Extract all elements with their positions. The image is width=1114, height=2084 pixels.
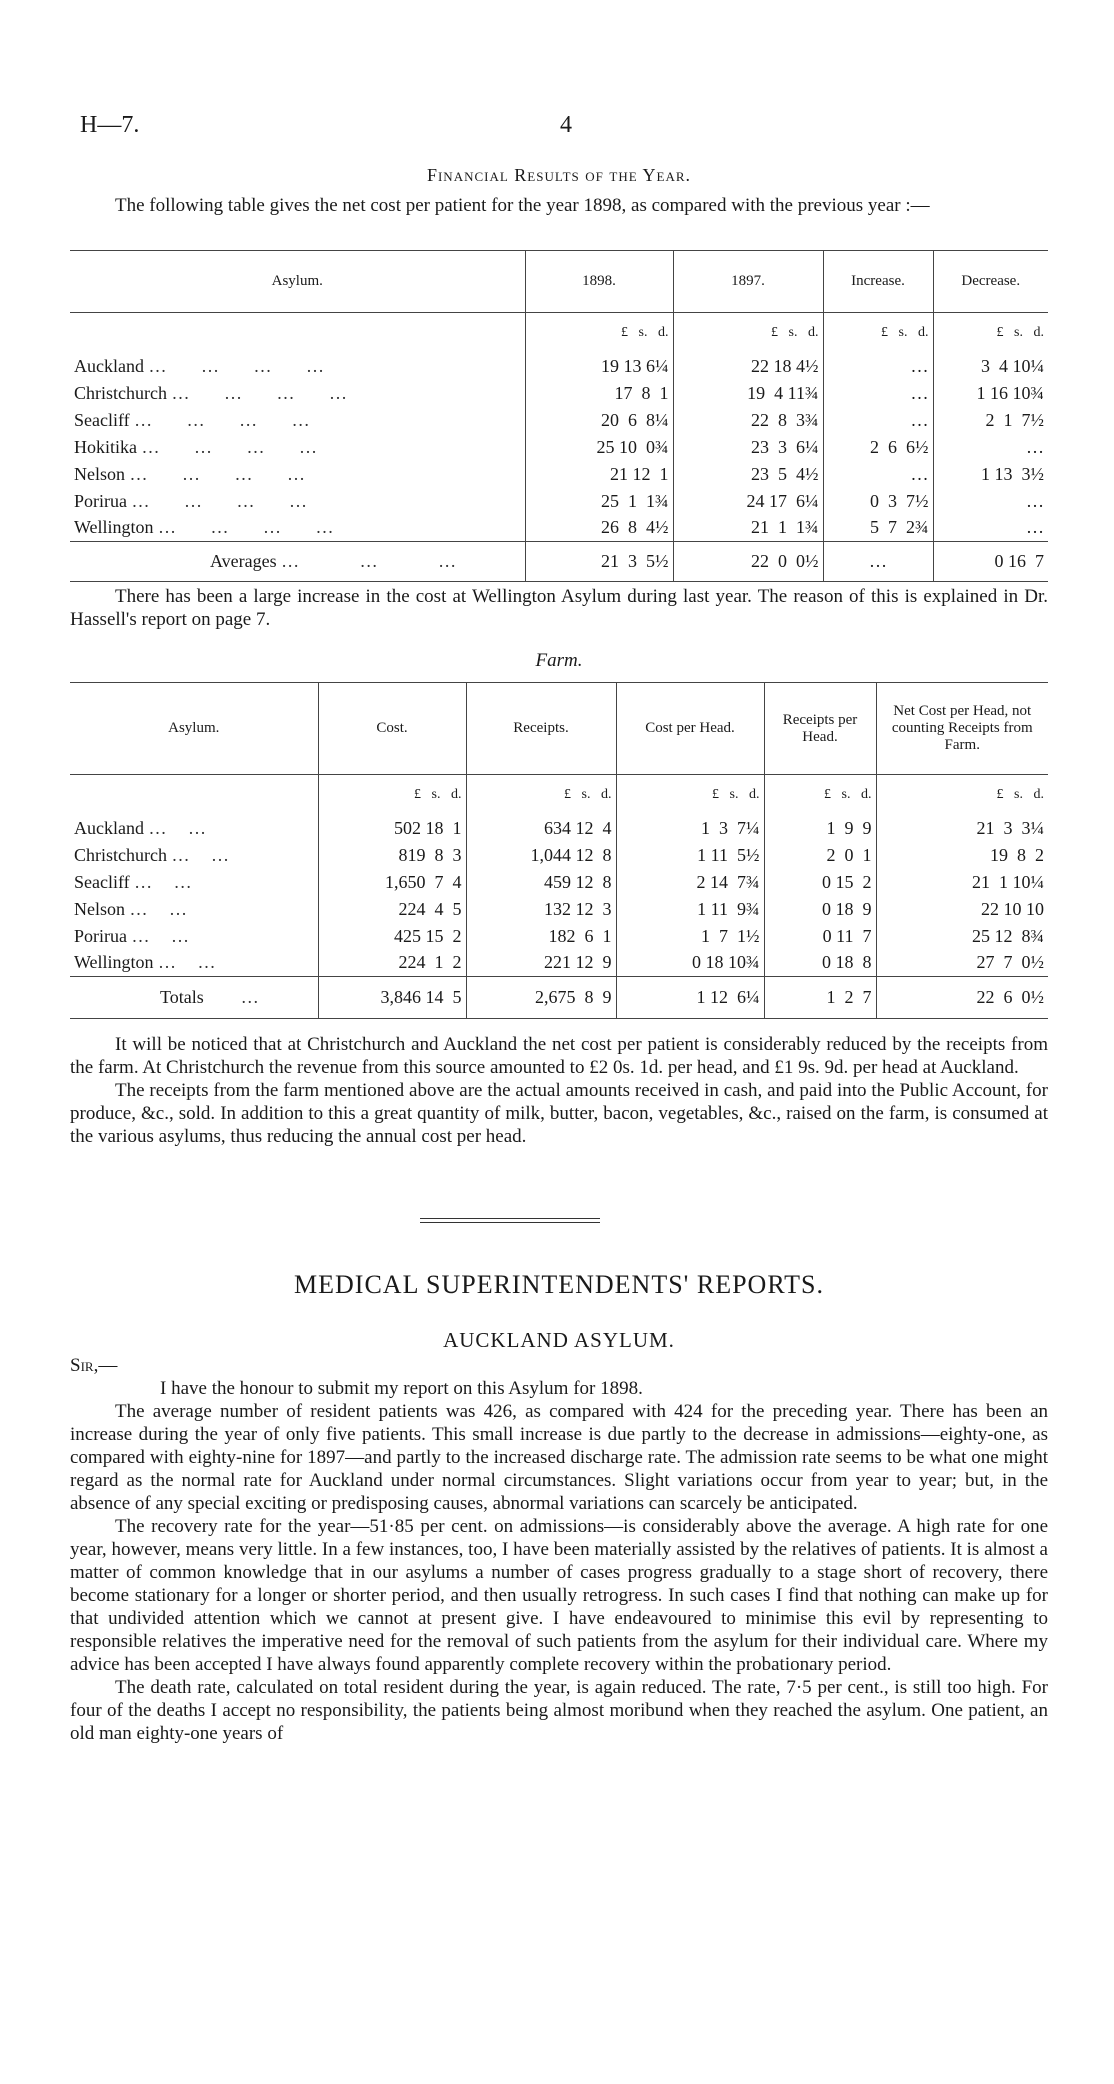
averages-row: Averages … … … 21 3 5½ 22 0 0½ … 0 16 7 — [70, 542, 1048, 582]
col-cost: Cost. — [318, 683, 466, 775]
asylum-name: Hokitika — [74, 436, 137, 457]
value-net-cost: 21 1 10¼ — [876, 869, 1048, 896]
value-receipts: 1,044 12 8 — [466, 842, 616, 869]
salutation: Sir,— — [70, 1355, 118, 1376]
value-1898: 25 10 0¾ — [525, 434, 673, 461]
value-receipts-per-head: 1 9 9 — [764, 815, 876, 842]
document-ref: H—7. — [80, 112, 140, 138]
col-decrease: Decrease. — [933, 251, 1048, 313]
averages-label: Averages — [210, 551, 277, 571]
asylum-name: Wellington — [74, 517, 154, 538]
total-net-cost: 22 6 0½ — [876, 977, 1048, 1019]
report-body — [70, 1377, 1048, 1745]
unit-label: £ s. d. — [466, 775, 616, 815]
report-paragraph: I have the honour to submit my report on this Asylum for 1898. — [160, 1378, 643, 1399]
value-1897: 23 5 4½ — [673, 461, 823, 488]
avg-decrease: 0 16 7 — [933, 542, 1048, 582]
value-1898: 26 8 4½ — [525, 515, 673, 542]
table-row: Hokitika … … … … 25 10 0¾ 23 3 6¼ 2 6 6½ … — [70, 434, 1048, 461]
value-receipts: 634 12 4 — [466, 815, 616, 842]
table-row: Porirua … … 425 15 2 182 6 1 1 7 1½ 0 11 7 25 12 8¾ — [70, 923, 1048, 950]
asylum-name: Nelson — [74, 898, 125, 919]
value-receipts-per-head: 0 18 8 — [764, 950, 876, 977]
value-increase: … — [823, 461, 933, 488]
unit-label: £ s. d. — [318, 775, 466, 815]
asylum-name: Auckland — [74, 817, 144, 838]
table-row: Auckland … … 502 18 1 634 12 4 1 3 7¼ 1 9 9 21 3 3¼ — [70, 815, 1048, 842]
value-decrease: … — [933, 515, 1048, 542]
financial-intro: The following table gives the net cost per patient for the year 1898, as compared with the previous year :— — [115, 195, 930, 216]
table-row: Auckland … … … … 19 13 6¼ 22 18 4½ … 3 4 10¼ — [70, 353, 1048, 380]
farm-notes — [70, 1033, 1048, 1148]
value-increase: 0 3 7½ — [823, 488, 933, 515]
value-cost: 819 8 3 — [318, 842, 466, 869]
col-receipts: Receipts. — [466, 683, 616, 775]
report-paragraph: The average number of resident patients was 426, as compared with 424 for the preceding year. There has been an increase during the year of only five patients. This small increase is due partly to the decrease in admissions—eighty-one, as compared with eighty-nine for 1897—and partly to the increased discharge rate. The admission rate seems to be what one might regard as the normal rate for Auckland under normal circumstances. Slight variations occur from year to year; but, in the absence of any special exciting or predisposing causes, abnormal variations can scarcely be anticipated. — [70, 1401, 1048, 1514]
value-cost-per-head: 1 11 5½ — [616, 842, 764, 869]
value-1897: 23 3 6¼ — [673, 434, 823, 461]
farm-title: Farm. — [535, 650, 583, 671]
value-receipts: 132 12 3 — [466, 896, 616, 923]
value-net-cost: 19 8 2 — [876, 842, 1048, 869]
value-decrease: 2 1 7½ — [933, 407, 1048, 434]
value-1898: 20 6 8¼ — [525, 407, 673, 434]
value-receipts-per-head: 0 15 2 — [764, 869, 876, 896]
value-decrease: … — [933, 488, 1048, 515]
totals-label: Totals — [160, 987, 204, 1007]
value-1897: 24 17 6¼ — [673, 488, 823, 515]
unit-label: £ s. d. — [764, 775, 876, 815]
value-cost-per-head: 2 14 7¾ — [616, 869, 764, 896]
asylum-name: Seacliff — [74, 871, 130, 892]
col-asylum: Asylum. — [271, 273, 323, 289]
value-1897: 21 1 1¾ — [673, 515, 823, 542]
value-increase: 5 7 2¾ — [823, 515, 933, 542]
section-divider — [420, 1218, 600, 1223]
value-cost: 1,650 7 4 — [318, 869, 466, 896]
value-1897: 22 8 3¾ — [673, 407, 823, 434]
col-receipts-per-head: Receipts per Head. — [764, 683, 876, 775]
col-1898: 1898. — [525, 251, 673, 313]
table-row: Christchurch … … … … 17 8 1 19 4 11¾ … 1 16 10¾ — [70, 380, 1048, 407]
value-net-cost: 25 12 8¾ — [876, 923, 1048, 950]
total-receipts-per-head: 1 2 7 — [764, 977, 876, 1019]
page-header — [70, 112, 1048, 142]
value-increase: … — [823, 407, 933, 434]
value-receipts-per-head: 0 18 9 — [764, 896, 876, 923]
value-1897: 22 18 4½ — [673, 353, 823, 380]
value-increase: … — [823, 380, 933, 407]
page-number: 4 — [560, 112, 572, 138]
avg-1898: 21 3 5½ — [525, 542, 673, 582]
value-receipts: 182 6 1 — [466, 923, 616, 950]
asylum-name: Wellington — [74, 952, 154, 973]
value-net-cost: 22 10 10 — [876, 896, 1048, 923]
asylum-name: Porirua — [74, 490, 127, 511]
unit-label: £ s. d. — [933, 313, 1048, 353]
unit-label: £ s. d. — [823, 313, 933, 353]
value-cost: 502 18 1 — [318, 815, 466, 842]
table-row: Seacliff … … 1,650 7 4 459 12 8 2 14 7¾ 0 15 2 21 1 10¼ — [70, 869, 1048, 896]
value-net-cost: 21 3 3¼ — [876, 815, 1048, 842]
asylum-name: Auckland — [74, 355, 144, 376]
avg-increase: … — [823, 542, 933, 582]
financial-title: Financial Results of the Year. — [426, 165, 692, 185]
table-row: Porirua … … … … 25 1 1¾ 24 17 6¼ 0 3 7½ … — [70, 488, 1048, 515]
report-paragraph: The death rate, calculated on total resident during the year, is again reduced. The rate, 7·5 per cent., is still too high. For four of the deaths I accept no responsibility, the patients being almost moribund when they reached the asylum. One patient, an old man eighty-one years of — [70, 1677, 1048, 1744]
asylum-name: Christchurch — [74, 844, 167, 865]
value-1898: 25 1 1¾ — [525, 488, 673, 515]
value-cost: 425 15 2 — [318, 923, 466, 950]
asylum-name: Christchurch — [74, 382, 167, 403]
unit-label: £ s. d. — [525, 313, 673, 353]
unit-label: £ s. d. — [673, 313, 823, 353]
value-cost: 224 1 2 — [318, 950, 466, 977]
table-row: Nelson … … … … 21 12 1 23 5 4½ … 1 13 3½ — [70, 461, 1048, 488]
avg-1897: 22 0 0½ — [673, 542, 823, 582]
table-row: Wellington … … 224 1 2 221 12 9 0 18 10¾ 0 18 8 27 7 0½ — [70, 950, 1048, 977]
unit-label: £ s. d. — [876, 775, 1048, 815]
table-row: Wellington … … … … 26 8 4½ 21 1 1¾ 5 7 2¾ … — [70, 515, 1048, 542]
financial-table — [70, 250, 1048, 583]
value-increase: 2 6 6½ — [823, 434, 933, 461]
farm-note-2: The receipts from the farm mentioned above are the actual amounts received in cash, and paid into the Public Account, for produce, &c., sold. In addition to this a great quantity of milk, butter, bacon, vegetables, &c., raised on the farm, is consumed at the various asylums, thus reducing the annual cost per head. — [70, 1080, 1048, 1147]
farm-note-1: It will be noticed that at Christchurch and Auckland the net cost per patient is considerably reduced by the receipts from the farm. At Christchurch the revenue from this source amounted to £2 0s. 1d. per head, and £1 9s. 9d. per head at Auckland. — [70, 1034, 1048, 1078]
value-1898: 21 12 1 — [525, 461, 673, 488]
value-decrease: … — [933, 434, 1048, 461]
value-1898: 19 13 6¼ — [525, 353, 673, 380]
value-1898: 17 8 1 — [525, 380, 673, 407]
total-receipts: 2,675 8 9 — [466, 977, 616, 1019]
value-receipts: 459 12 8 — [466, 869, 616, 896]
value-cost-per-head: 0 18 10¾ — [616, 950, 764, 977]
unit-label: £ s. d. — [616, 775, 764, 815]
asylum-name: Seacliff — [74, 409, 130, 430]
table-row: Nelson … … 224 4 5 132 12 3 1 11 9¾ 0 18 9 22 10 10 — [70, 896, 1048, 923]
reports-title: MEDICAL SUPERINTENDENTS' REPORTS. — [294, 1270, 824, 1299]
value-receipts: 221 12 9 — [466, 950, 616, 977]
value-cost-per-head: 1 7 1½ — [616, 923, 764, 950]
farm-table — [70, 682, 1048, 1020]
col-asylum: Asylum. — [168, 720, 220, 736]
col-net-cost: Net Cost per Head, not counting Receipts from Farm. — [876, 683, 1048, 775]
report-paragraph: The recovery rate for the year—51·85 per cent. on admissions—is considerably above the average. A high rate for one year, however, means very little. In a few instances, too, I have been materially assisted by the relatives of patients. It is almost a matter of common knowledge that in our asylums a number of cases progress gradually to a stage short of recovery, there become stationary for a longer or shorter period, and then usually retrogress. In such cases I find that nothing can make up for that undivided attention which we cannot at present give. I have endeavoured to minimise this evil by representing to responsible relatives the imperative need for the removal of such patients from the asylum for their individual care. Where my advice has been accepted I have always found apparently complete recovery within the probationary period. — [70, 1516, 1048, 1675]
asylum-name: Porirua — [74, 925, 127, 946]
value-cost-per-head: 1 3 7¼ — [616, 815, 764, 842]
value-cost: 224 4 5 — [318, 896, 466, 923]
value-decrease: 1 16 10¾ — [933, 380, 1048, 407]
col-1897: 1897. — [673, 251, 823, 313]
totals-row: Totals … 3,846 14 5 2,675 8 9 1 12 6¼ 1 2 7 22 6 0½ — [70, 977, 1048, 1019]
value-receipts-per-head: 2 0 1 — [764, 842, 876, 869]
table-row: Seacliff … … … … 20 6 8¼ 22 8 3¾ … 2 1 7½ — [70, 407, 1048, 434]
total-cost-per-head: 1 12 6¼ — [616, 977, 764, 1019]
value-decrease: 3 4 10¼ — [933, 353, 1048, 380]
asylum-name: Nelson — [74, 463, 125, 484]
value-1897: 19 4 11¾ — [673, 380, 823, 407]
total-cost: 3,846 14 5 — [318, 977, 466, 1019]
table-row: Christchurch … … 819 8 3 1,044 12 8 1 11 5½ 2 0 1 19 8 2 — [70, 842, 1048, 869]
financial-note: There has been a large increase in the cost at Wellington Asylum during last year. The reason of this is explained in Dr. Hassell's report on page 7. — [70, 586, 1048, 630]
value-net-cost: 27 7 0½ — [876, 950, 1048, 977]
value-increase: … — [823, 353, 933, 380]
col-increase: Increase. — [823, 251, 933, 313]
value-receipts-per-head: 0 11 7 — [764, 923, 876, 950]
value-cost-per-head: 1 11 9¾ — [616, 896, 764, 923]
value-decrease: 1 13 3½ — [933, 461, 1048, 488]
col-cost-per-head: Cost per Head. — [616, 683, 764, 775]
reports-subtitle: AUCKLAND ASYLUM. — [443, 1328, 675, 1352]
